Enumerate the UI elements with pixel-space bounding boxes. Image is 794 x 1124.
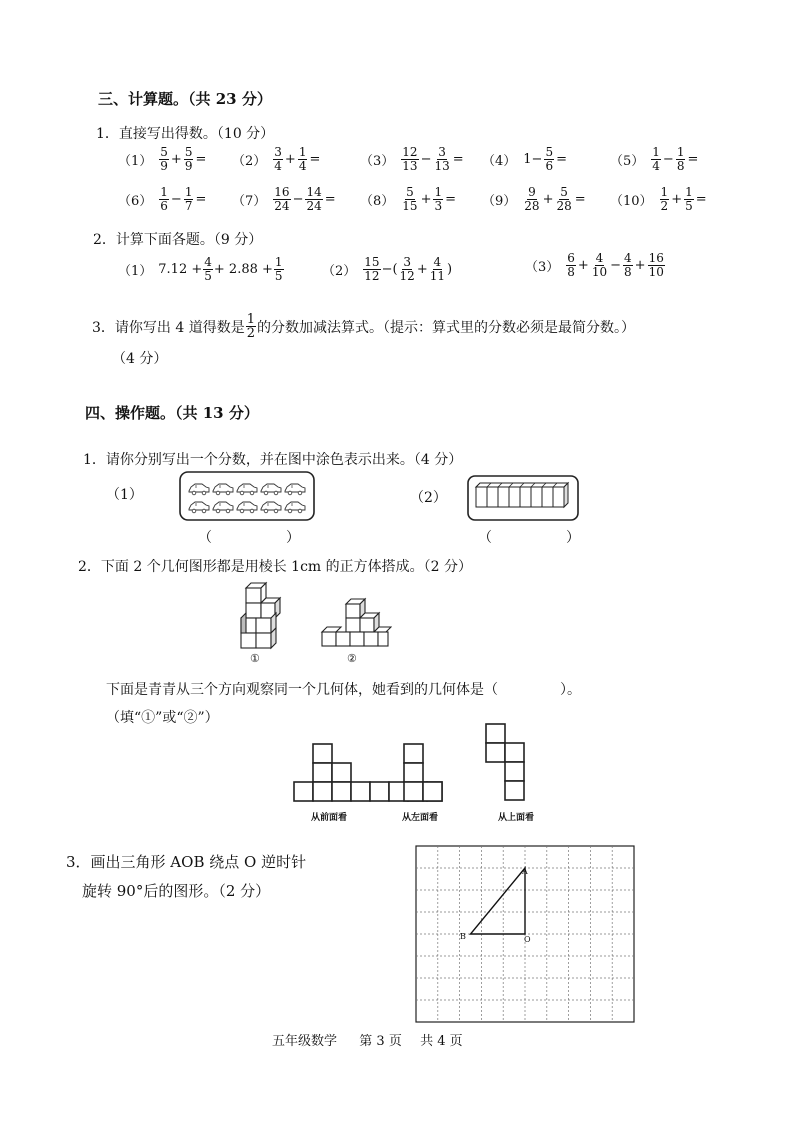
point-a-label: A: [522, 867, 528, 876]
q3-text: [92, 313, 635, 340]
fraction: $\frac{1}{6}$: [160, 185, 168, 213]
s4-q1-title: 1．请你分别写出一个分数，并在图中涂色表示出来。（4 分）: [83, 452, 463, 468]
unit-cube[interactable]: [520, 487, 531, 507]
equals-sign: =: [452, 152, 464, 167]
fraction: $\frac{5}{9}$: [160, 145, 168, 173]
s4-q1-answer-1-close[interactable]: ）: [286, 530, 300, 546]
operator: +: [577, 258, 589, 273]
q2-expression-1: [118, 256, 285, 283]
s4-q3-line1: 3．画出三角形 AOB 绕点 O 逆时针: [66, 853, 307, 871]
unit-cube[interactable]: [487, 487, 498, 507]
q3-pre: 3．请你写出 4 道得数是: [92, 319, 245, 336]
q1-item: [610, 146, 699, 173]
equals-sign: =: [195, 192, 207, 207]
fraction: $\frac{16}{10}$: [648, 251, 664, 279]
operator: +: [420, 192, 432, 207]
q2-hint: （填“①”或“②”）: [106, 710, 219, 726]
q3-post: 的分数加减法算式。（提示：算式里的分数必须是最简分数。）: [257, 319, 635, 336]
car-icon[interactable]: [237, 484, 257, 495]
operator: +: [170, 152, 182, 167]
q1-item: [118, 146, 207, 173]
footer-page: 第 3 页: [359, 1034, 402, 1049]
fig2-label: ②: [347, 652, 357, 665]
q1-item-label: （3）: [360, 154, 395, 169]
car-icon[interactable]: [189, 502, 209, 513]
operator: +: [671, 192, 683, 207]
q2-question-end: ）。: [560, 682, 581, 698]
q2-question-line: [106, 679, 581, 699]
fraction: $\frac{9}{28}$: [524, 185, 540, 213]
fraction: $\frac{1}{2}$: [246, 312, 255, 341]
fraction: $\frac{3}{12}$: [399, 255, 415, 283]
q2-e1-part: 7.12 +: [158, 262, 203, 277]
left-view: [402, 742, 444, 804]
fraction: $\frac{5}{15}$: [402, 185, 418, 213]
cars-figure[interactable]: [178, 470, 316, 522]
fraction: $\frac{1}{5}$: [685, 185, 693, 213]
car-icon[interactable]: [285, 484, 305, 495]
fraction: $\frac{4}{5}$: [204, 255, 212, 283]
equals-sign: =: [574, 192, 586, 207]
operator: −: [170, 192, 182, 207]
footer: [272, 1030, 463, 1049]
q3-score: （4 分）: [112, 351, 168, 367]
unit-cube[interactable]: [509, 487, 520, 507]
section4-title: 四、操作题。（共 13 分）: [85, 404, 259, 422]
operator: +: [542, 192, 554, 207]
car-icon[interactable]: [213, 502, 233, 513]
fig1-label: ①: [250, 652, 260, 665]
car-icon[interactable]: [261, 502, 281, 513]
unit-cube[interactable]: [553, 487, 564, 507]
fraction: $\frac{4}{10}$: [591, 251, 608, 279]
whole-number: 1−: [523, 152, 543, 167]
equals-sign: =: [324, 192, 336, 207]
equals-sign: =: [309, 152, 321, 167]
fraction: $\frac{1}{4}$: [652, 145, 660, 173]
q2-e2-part: −(: [381, 262, 398, 277]
solid-figure-2: [320, 596, 392, 652]
fraction: $\frac{5}{28}$: [556, 185, 572, 213]
unit-cube[interactable]: [542, 487, 553, 507]
q1-item-label: （2）: [232, 154, 267, 169]
point-o-label: O: [524, 935, 531, 944]
q1-item: [482, 186, 587, 213]
view-top-label: 从上面看: [498, 813, 535, 823]
fraction: $\frac{1}{3}$: [434, 185, 443, 213]
fraction: $\frac{15}{12}$: [364, 255, 380, 283]
s4-q1-answer-2-close[interactable]: ）: [566, 530, 580, 546]
q1-item-label: （4）: [482, 154, 517, 169]
q1-item: [610, 186, 708, 213]
operator: −: [662, 152, 674, 167]
fraction: $\frac{12}{13}$: [402, 145, 418, 173]
fraction: $\frac{1}{4}$: [298, 145, 307, 173]
footer-total: 共 4 页: [420, 1034, 463, 1049]
q1-item-label: （5）: [610, 154, 645, 169]
unit-cube[interactable]: [476, 487, 487, 507]
fraction: $\frac{5}{9}$: [184, 145, 193, 173]
q1-title: 1．直接写出得数。（10 分）: [96, 126, 275, 142]
cube-row-figure[interactable]: [466, 474, 580, 522]
fraction: $\frac{1}{7}$: [184, 185, 193, 213]
fraction: $\frac{3}{4}$: [274, 145, 282, 173]
solid-figure-1: [236, 578, 282, 652]
equals-sign: =: [695, 192, 707, 207]
operator: −: [292, 192, 304, 207]
fraction: $\frac{5}{6}$: [545, 145, 554, 173]
view-left-label: 从左面看: [402, 813, 439, 823]
equals-sign: =: [556, 152, 567, 167]
q1-item: [360, 186, 457, 213]
fraction: $\frac{1}{8}$: [676, 145, 685, 173]
q1-item: [232, 186, 337, 213]
fraction: $\frac{14}{24}$: [306, 185, 322, 213]
unit-cube[interactable]: [498, 487, 509, 507]
q2-expression-2: [322, 256, 452, 283]
q1-item: [360, 146, 465, 173]
q2-label-1: （1）: [118, 264, 153, 279]
q2-title: 2．计算下面各题。（9 分）: [93, 232, 263, 248]
q1-item-label: （1）: [118, 154, 153, 169]
fraction: $\frac{4}{8}$: [624, 251, 632, 279]
q2-e2-part: ): [447, 262, 453, 277]
q1-item-label: （8）: [360, 194, 395, 209]
q2-label-3: （3）: [525, 260, 560, 275]
fraction: $\frac{16}{24}$: [274, 185, 290, 213]
operator: −: [420, 152, 432, 167]
fraction: $\frac{1}{5}$: [274, 255, 283, 283]
unit-cube[interactable]: [531, 487, 542, 507]
section3-title: 三、计算题。（共 23 分）: [98, 90, 272, 108]
s4-q1-answer-2-open[interactable]: （: [478, 530, 492, 546]
car-icon[interactable]: [213, 484, 233, 495]
triangle-aob: [471, 868, 526, 934]
q2-question: 下面是青青从三个方向观察同一个几何体，她看到的几何体是（: [106, 682, 498, 698]
q2-expression-3: [525, 252, 666, 279]
fraction: $\frac{3}{13}$: [434, 145, 450, 173]
operator: +: [634, 258, 646, 273]
q1-item-label: （7）: [232, 194, 267, 209]
equals-sign: =: [445, 192, 457, 207]
q1-item-label: （6）: [118, 194, 153, 209]
footer-subject: 五年级数学: [272, 1034, 338, 1049]
car-icon[interactable]: [285, 502, 305, 513]
q2-e2-part: +: [416, 262, 428, 277]
point-b-label: B: [460, 932, 466, 941]
fraction: $\frac{1}{2}$: [660, 185, 669, 213]
view-front-label: 从前面看: [311, 813, 348, 823]
q1-item: [118, 186, 207, 213]
q2-e1-part: + 2.88 +: [213, 262, 273, 277]
q2-label-2: （2）: [322, 264, 357, 279]
q1-item: [482, 146, 568, 173]
operator: −: [610, 258, 622, 273]
car-icon[interactable]: [261, 484, 281, 495]
equals-sign: =: [687, 152, 699, 167]
fraction: $\frac{4}{11}$: [429, 255, 445, 283]
s4-q3-line2: 旋转 90°后的图形。（2 分）: [82, 882, 271, 900]
car-icon[interactable]: [237, 502, 257, 513]
q1-item: [232, 146, 321, 173]
car-icon[interactable]: [189, 484, 209, 495]
q1-item-label: （9）: [482, 194, 517, 209]
top-view: [484, 722, 526, 806]
s4-q1-label-2: （2）: [410, 490, 447, 506]
equals-sign: =: [195, 152, 207, 167]
s4-q2-title: 2．下面 2 个几何图形都是用棱长 1cm 的正方体搭成。（2 分）: [78, 559, 472, 575]
q1-item-label: （10）: [610, 194, 653, 209]
s4-q1-label-1: （1）: [106, 487, 143, 503]
fraction: $\frac{6}{8}$: [567, 251, 575, 279]
s4-q1-answer-1-open[interactable]: （: [198, 530, 212, 546]
operator: +: [284, 152, 296, 167]
